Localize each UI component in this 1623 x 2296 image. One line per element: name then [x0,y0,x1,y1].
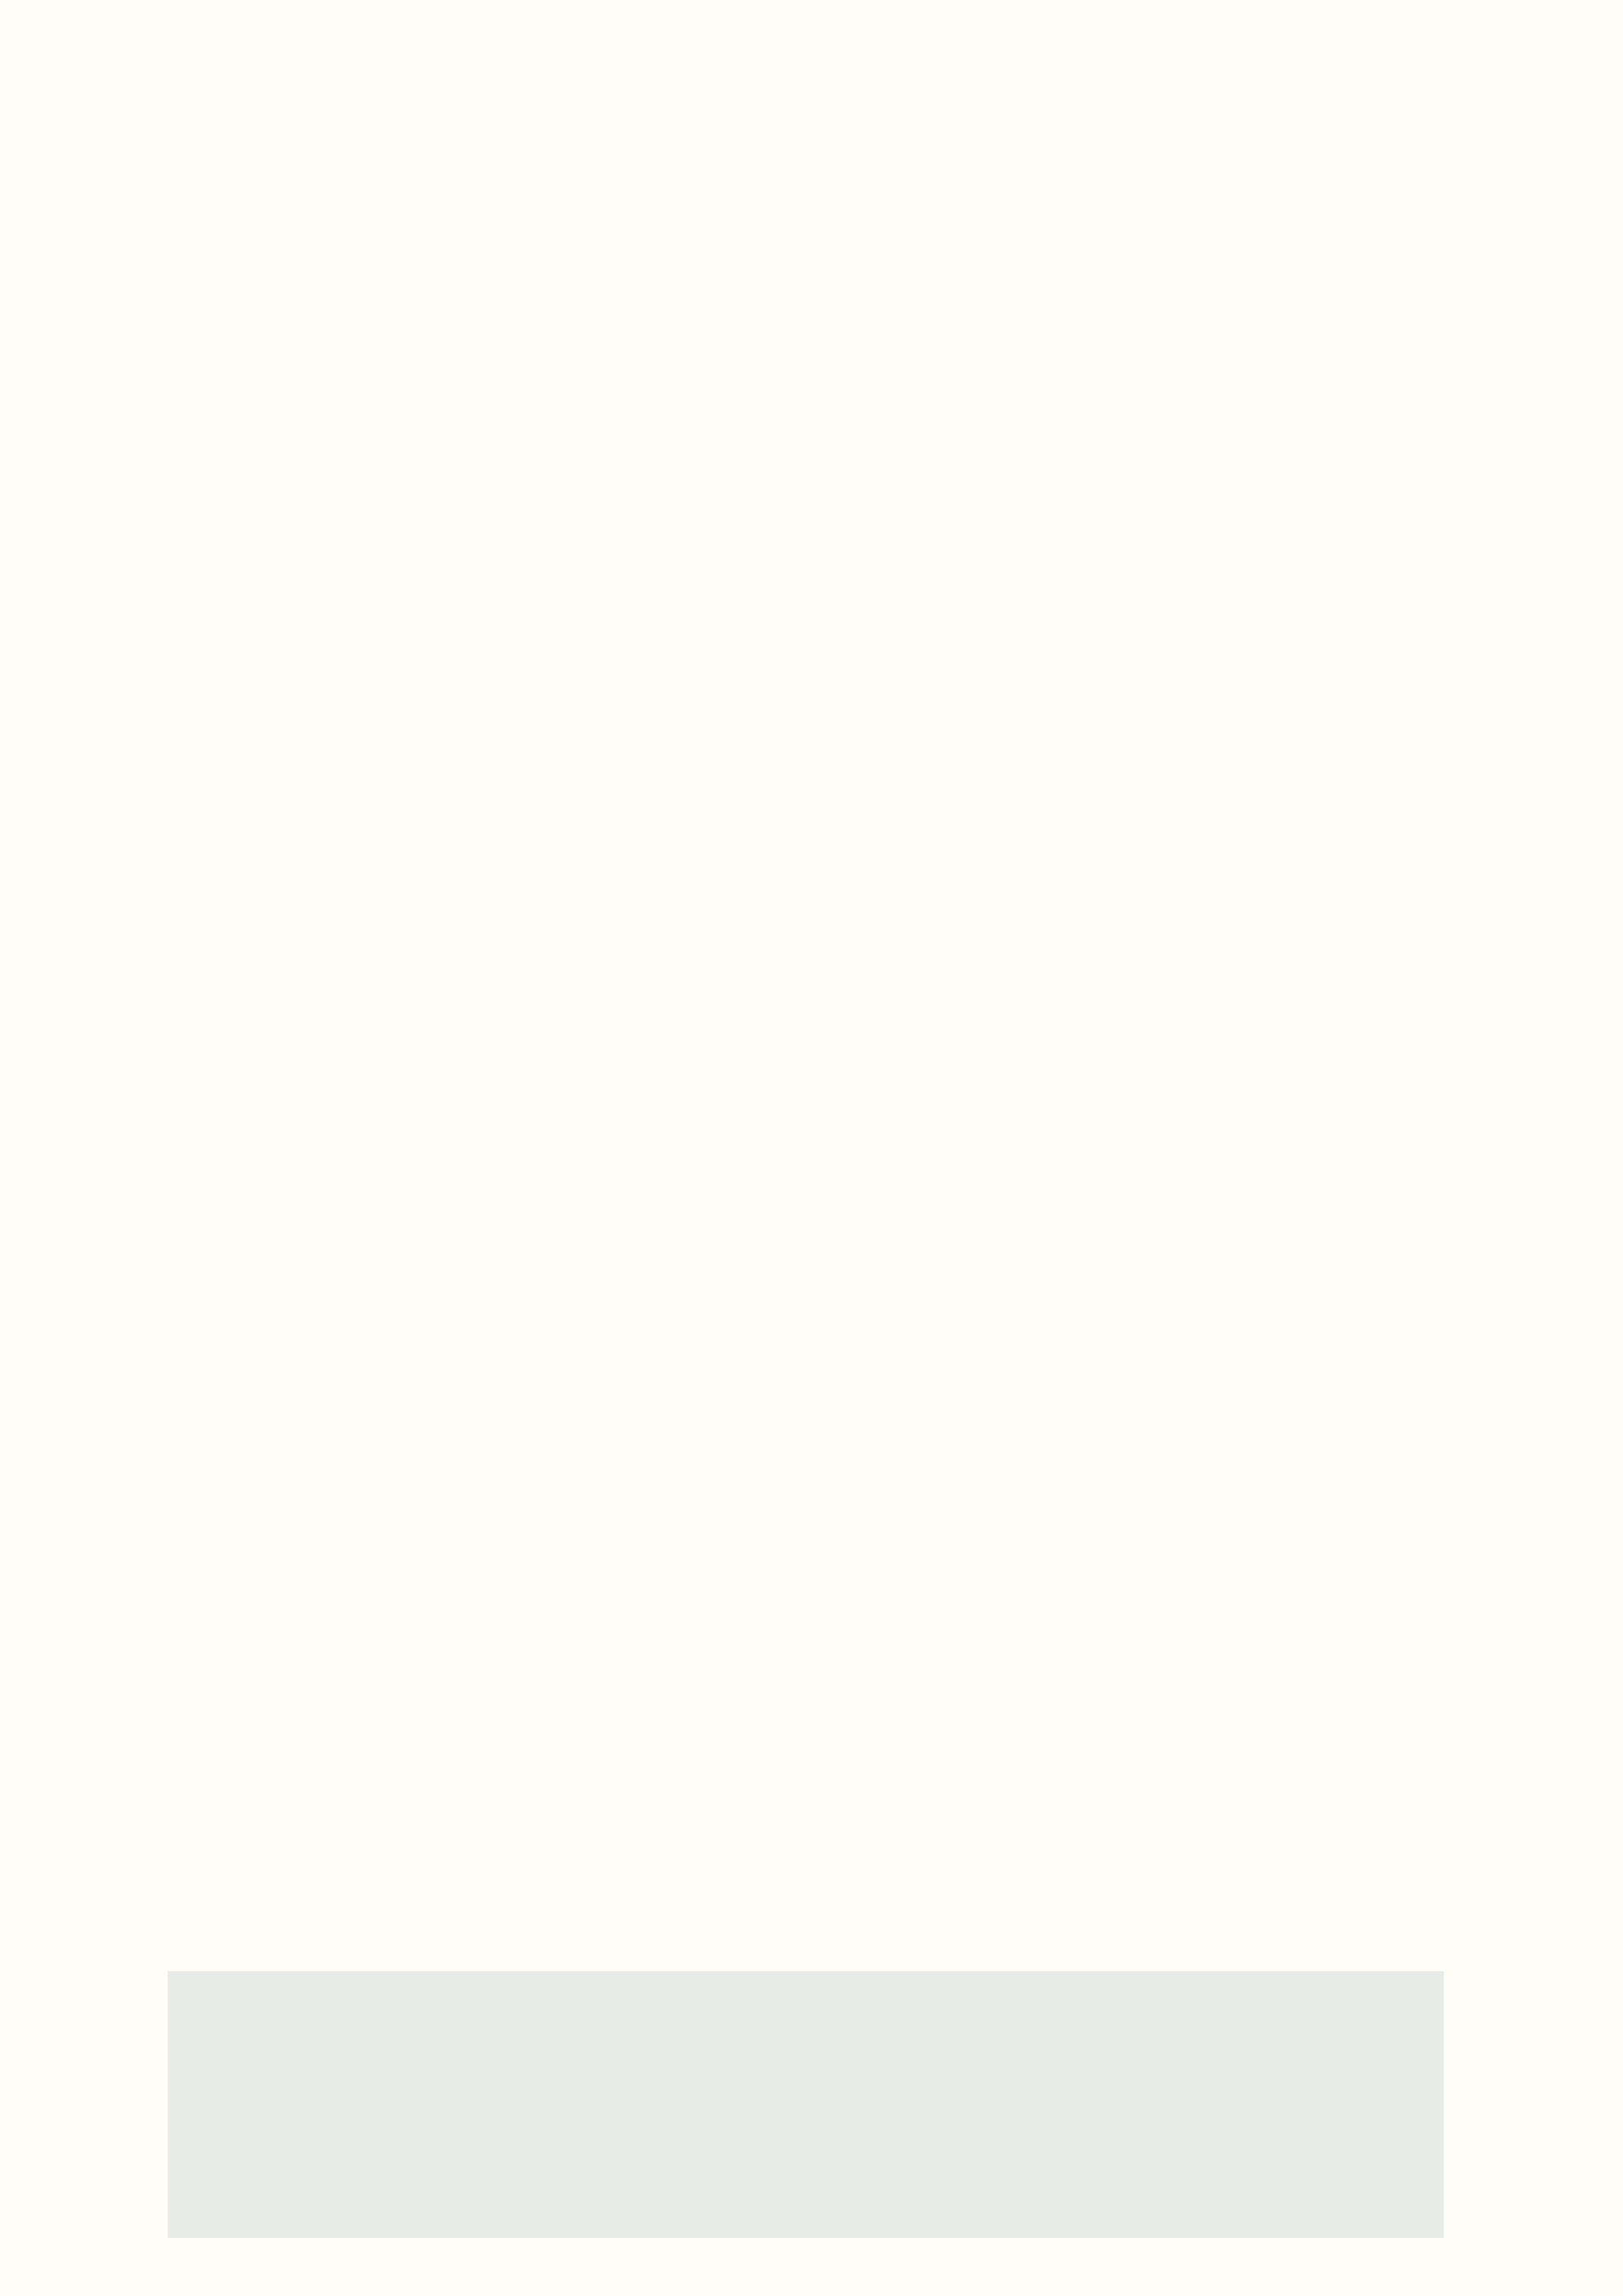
contact-box [168,1971,1444,2238]
